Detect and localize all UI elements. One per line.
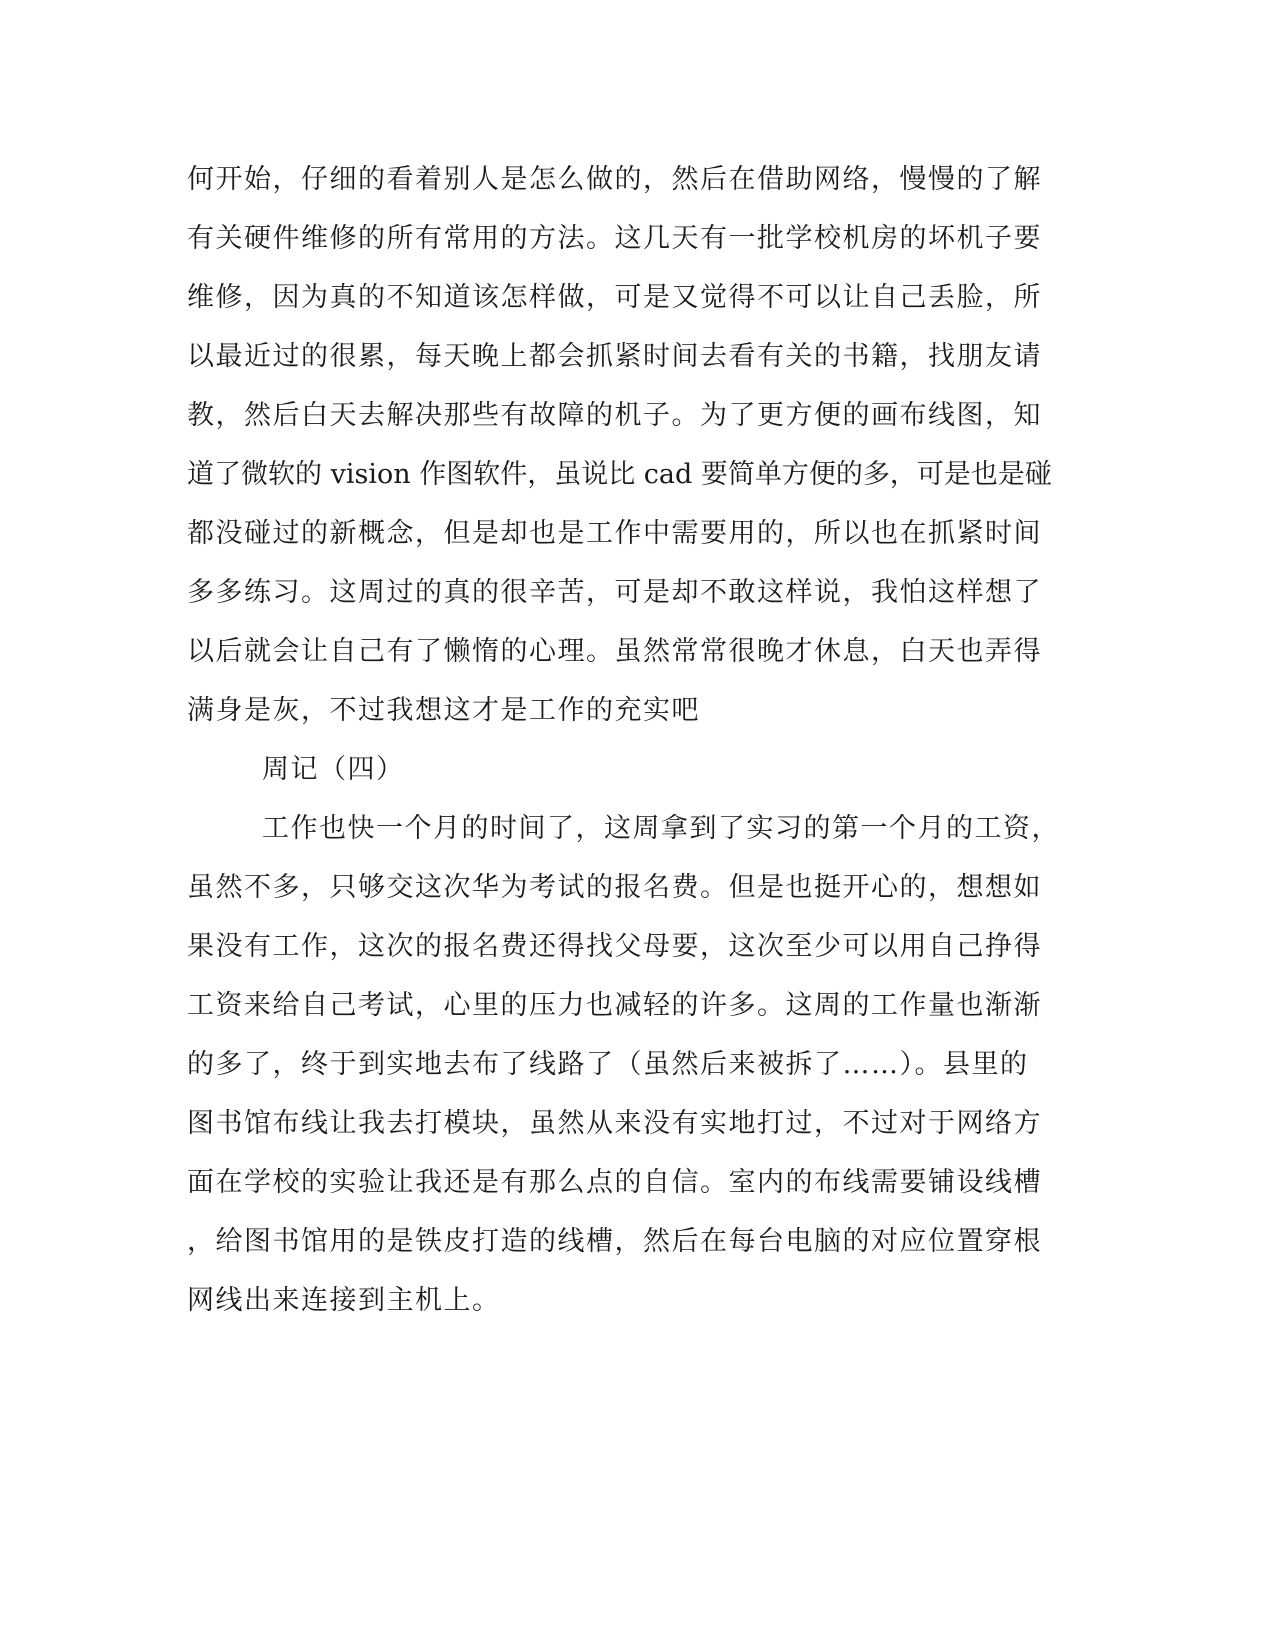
text-line: 教，然后白天去解决那些有故障的机子。为了更方便的画布线图，知 bbox=[187, 400, 1042, 431]
text-line: 满身是灰，不过我想这才是工作的充实吧 bbox=[187, 695, 700, 726]
text-line: 以最近过的很累，每天晚上都会抓紧时间去看有关的书籍，找朋友请 bbox=[187, 341, 1042, 372]
text-line: 果没有工作，这次的报名费还得找父母要，这次至少可以用自己挣得 bbox=[187, 931, 1042, 962]
text-line: 工资来给自己考试，心里的压力也减轻的许多。这周的工作量也渐渐 bbox=[187, 990, 1042, 1021]
text-line: 面在学校的实验让我还是有那么点的自信。室内的布线需要铺设线槽 bbox=[187, 1167, 1042, 1198]
text-line: 有关硬件维修的所有常用的方法。这几天有一批学校机房的坏机子要 bbox=[187, 223, 1042, 254]
text-line: 多多练习。这周过的真的很辛苦，可是却不敢这样说，我怕这样想了 bbox=[187, 577, 1042, 608]
section-heading: 周记（四） bbox=[262, 754, 405, 785]
text-line: 以后就会让自己有了懒惰的心理。虽然常常很晚才休息，白天也弄得 bbox=[187, 636, 1042, 667]
text-line: 都没碰过的新概念，但是却也是工作中需要用的，所以也在抓紧时间 bbox=[187, 518, 1042, 549]
text-line: 维修，因为真的不知道该怎样做，可是又觉得不可以让自己丢脸，所 bbox=[187, 282, 1042, 313]
text-line: 网线出来连接到主机上。 bbox=[187, 1285, 501, 1316]
text-line: 的多了，终于到实地去布了线路了（虽然后来被拆了……）。县里的 bbox=[187, 1049, 1029, 1080]
text-line: 图书馆布线让我去打模块，虽然从来没有实地打过，不过对于网络方 bbox=[187, 1108, 1042, 1139]
text-line: ，给图书馆用的是铁皮打造的线槽，然后在每台电脑的对应位置穿根 bbox=[187, 1226, 1042, 1257]
text-line: 何开始，仔细的看着别人是怎么做的，然后在借助网络，慢慢的了解 bbox=[187, 164, 1042, 195]
text-line: 工作也快一个月的时间了，这周拿到了实习的第一个月的工资， bbox=[262, 813, 1060, 844]
text-line: 虽然不多，只够交这次华为考试的报名费。但是也挺开心的，想想如 bbox=[187, 872, 1042, 903]
text-line: 道了微软的 vision 作图软件，虽说比 cad 要简单方便的多，可是也是碰 bbox=[187, 459, 1052, 490]
